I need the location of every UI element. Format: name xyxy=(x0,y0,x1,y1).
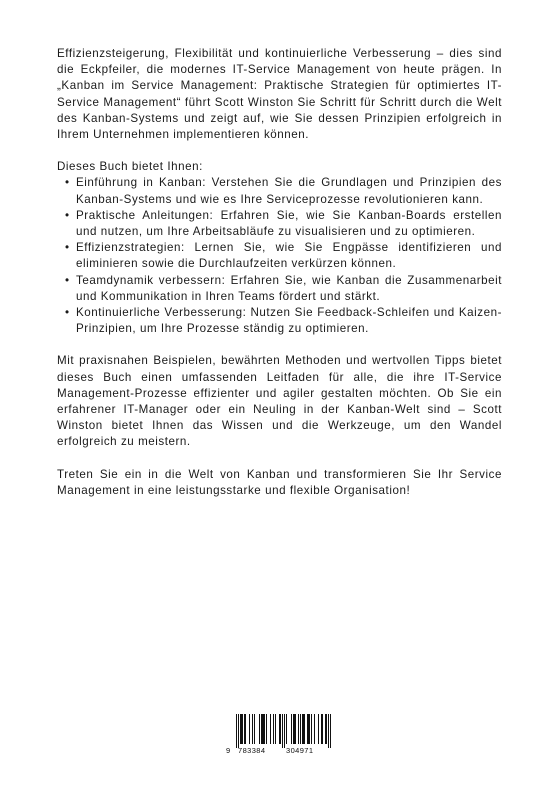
barcode-bar xyxy=(244,714,245,744)
list-item-text: Praktische Anleitungen: Erfahren Sie, wie Sie Kanban-Boards erstellen und nutzen, um Ihre Arbeitsabläufe zu visualisieren und zu optimieren. xyxy=(76,208,502,239)
isbn-barcode xyxy=(226,714,333,758)
barcode-bar xyxy=(240,714,241,744)
barcode-bar xyxy=(284,714,285,748)
barcode-left-group: 783384 xyxy=(238,746,266,755)
bullet-icon: • xyxy=(65,306,70,320)
barcode-bar xyxy=(321,714,322,744)
barcode-bar xyxy=(326,714,327,744)
list-item xyxy=(65,273,502,305)
barcode-bar xyxy=(294,714,295,744)
barcode-bar xyxy=(264,714,265,744)
barcode-bar xyxy=(242,714,243,744)
barcode-bar xyxy=(266,714,267,744)
barcode-lead-digit: 9 xyxy=(226,746,231,755)
barcode-bar xyxy=(259,714,260,744)
barcode-bar xyxy=(291,714,292,744)
bullet-icon: • xyxy=(65,208,70,222)
barcode-bar xyxy=(275,714,276,744)
barcode-bar xyxy=(263,714,264,744)
barcode-bar xyxy=(325,714,326,744)
barcode-right-group: 304971 xyxy=(286,746,314,755)
barcode-bar xyxy=(308,714,309,744)
barcode-bar xyxy=(286,714,287,744)
bullet-icon: • xyxy=(65,241,70,255)
bullet-icon: • xyxy=(65,176,70,190)
barcode-bar xyxy=(328,714,329,748)
barcode-bar xyxy=(304,714,305,744)
barcode-bar xyxy=(280,714,281,744)
barcode-bar xyxy=(322,714,323,744)
barcode-bar xyxy=(252,714,253,744)
barcode-bar xyxy=(311,714,312,744)
barcode-bar xyxy=(318,714,319,744)
barcode-bar xyxy=(238,714,239,748)
intro-paragraph: Effizienzsteigerung, Flexibilität und kontinuierliche Verbesserung – dies sind die Eckpfeiler, die modernes IT-Service Management von heute prägen. In „Kanban im Service Management: Praktische Strategien für optimiertes IT-Service Management“ führt Scott Winston Sie Schritt für Schritt durch die Welt des Kanban-Systems und zeigt auf, wie Sie dessen Prinzipien erfolgreich in Ihrem Unternehmen implementieren können. xyxy=(57,47,502,142)
back-cover-text xyxy=(57,46,502,499)
barcode-bar xyxy=(245,714,246,744)
feature-list xyxy=(57,175,502,337)
barcode-bar xyxy=(282,714,283,748)
body-paragraph: Mit praxisnahen Beispielen, bewährten Methoden und wertvollen Tipps bietet dieses Buch einen umfassenden Leitfaden für alle, die ihre IT-Service Management-Prozesse effizienter und agiler gestalten möchten. Ob Sie ein erfahrener IT-Manager oder ein Neuling in der Kanban-Welt sind – Scott Winston bietet Ihnen das Wissen und die Werkzeuge, um den Wandel erfolgreich zu meistern. xyxy=(57,354,502,449)
barcode-bar xyxy=(303,714,304,744)
barcode-bar xyxy=(273,714,274,744)
barcode-bar xyxy=(298,714,299,744)
barcode-bar xyxy=(309,714,310,744)
barcode-bar xyxy=(261,714,262,744)
list-item-text: Einführung in Kanban: Verstehen Sie die Grundlagen und Prinzipien des Kanban-Systems und wie es Ihre Serviceprozesse revolutionieren kann. xyxy=(76,176,502,206)
list-item xyxy=(65,175,502,207)
barcode-bar xyxy=(249,714,250,744)
barcode-bar xyxy=(236,714,237,748)
list-item-text: Effizienzstrategien: Lernen Sie, wie Sie Engpässe identifizieren und eliminieren sowie die Durchlaufzeiten verkürzen können. xyxy=(76,241,502,271)
barcode-bar xyxy=(314,714,315,744)
barcode-bar xyxy=(241,714,242,744)
bullet-icon: • xyxy=(65,273,70,287)
barcode-bar xyxy=(300,714,301,744)
barcode-bar xyxy=(279,714,280,744)
barcode-bars xyxy=(226,714,333,748)
barcode-bar xyxy=(270,714,271,744)
barcode-bar xyxy=(295,714,296,744)
list-item xyxy=(65,208,502,240)
barcode-bar xyxy=(254,714,255,744)
barcode-bar xyxy=(293,714,294,744)
barcode-digits xyxy=(226,746,333,758)
closing-paragraph: Treten Sie ein in die Welt von Kanban und transformieren Sie Ihr Service Management in eine leistungsstarke und flexible Organisation! xyxy=(57,467,502,497)
list-intro: Dieses Buch bietet Ihnen: xyxy=(57,160,203,174)
barcode-bar xyxy=(302,714,303,744)
list-item xyxy=(65,240,502,272)
list-item-text: Kontinuierliche Verbesserung: Nutzen Sie Feedback-Schleifen und Kaizen-Prinzipien, um Ihre Prozesse ständig zu optimieren. xyxy=(76,306,502,336)
barcode-bar xyxy=(262,714,263,744)
barcode-bar xyxy=(307,714,308,744)
list-item-text: Teamdynamik verbessern: Erfahren Sie, wie Kanban die Zusammenarbeit und Kommunikation in Ihren Teams fördert und stärkt. xyxy=(76,273,502,303)
list-item xyxy=(65,305,502,337)
barcode-bar xyxy=(330,714,331,748)
